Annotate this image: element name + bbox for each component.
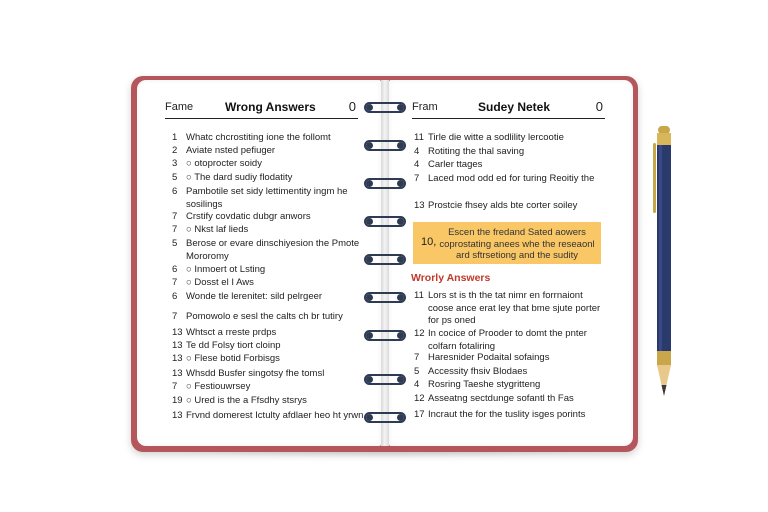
list-item: 5 Berose or evare dinschiyesion the Pmote Mororomy xyxy=(172,238,360,262)
highlight-number: 10, xyxy=(421,236,437,248)
list-item: 7 ○ Festiouwrsey xyxy=(172,381,251,392)
binding-ring xyxy=(364,330,406,342)
list-item: 4 Rotiting the thal saving xyxy=(414,146,525,157)
right-page-number: 0 xyxy=(595,99,603,114)
list-item: 4 Rosring Taeshe stygritteng xyxy=(414,379,541,390)
list-item: 13 Te dd Folsy tiort cloinp xyxy=(172,340,281,351)
list-item: 7 Crstify covdatic dubgr anwors xyxy=(172,211,311,222)
list-item: 7 ○ Dosst el I Aws xyxy=(172,277,254,288)
right-page-title: Sudey Netek xyxy=(478,100,551,114)
binding-ring xyxy=(364,374,406,386)
list-item: 13 Whsdd Busfer singotsy fhe tomsl xyxy=(172,368,325,379)
list-item: 7 Pomowolo e sesl the calts ch br tutiry xyxy=(172,311,343,322)
list-item: 19 ○ Ured is the a Ffsdhy stsrys xyxy=(172,395,307,406)
list-item: 5 Accessity fhsiv Blodaes xyxy=(414,366,528,377)
list-item: 6 Wonde tle lerenitet: sild pelrgeer xyxy=(172,291,323,302)
list-item: 7 Laced mod odd ed for turing Reoitiy the xyxy=(414,173,595,184)
binding-ring xyxy=(364,292,406,304)
binding-ring xyxy=(364,102,406,114)
list-item: 11 Tirle die witte a sodlility lercootie xyxy=(414,132,564,143)
pen-icon xyxy=(650,126,678,406)
list-item: 12 Asseatng sectdunge sofantl th Fas xyxy=(414,393,574,404)
left-page-title: Wrong Answers xyxy=(225,100,316,114)
list-item: 6 ○ Inmoert ot Lsting xyxy=(172,264,266,275)
list-item: 13 Frvnd domerest Ictulty afdlaer heo ht yrwn xyxy=(172,410,364,421)
left-page-number: 0 xyxy=(348,99,356,114)
list-item: 17 Incraut the for the tuslity isges porints xyxy=(414,409,586,420)
binding-ring xyxy=(364,140,406,152)
section-title: Wrorly Answers xyxy=(411,272,491,284)
list-item: 6 Pambotile set sidy lettimentity ingm he sosilings xyxy=(172,186,348,210)
list-item: 13 Prostcie fhsey alds bte corter soiley xyxy=(414,200,578,211)
left-header-label: Fame xyxy=(165,101,194,113)
list-item: 3 ○ otoprocter soidy xyxy=(172,158,262,169)
list-item: 7 ○ Nkst laf lieds xyxy=(172,224,249,235)
list-item: 7 Haresnider Podaital sofaings xyxy=(414,352,550,363)
left-page-header xyxy=(165,98,358,119)
list-item: 1 Whatc chcrostiting ione the follomt xyxy=(172,132,331,143)
list-item: 4 Carler ttages xyxy=(414,159,483,170)
list-item: 11 Lors st is th the tat nimr en forrnaiont coose ance erat ley that bme sjute porter for ps oned xyxy=(414,290,601,326)
binding-ring xyxy=(364,254,406,266)
list-item: 2 Aviate nsted pefiuger xyxy=(172,145,276,156)
list-item: 13 Whtsct a rreste prdps xyxy=(172,327,277,338)
right-page-header xyxy=(412,98,605,119)
binding-ring xyxy=(364,412,406,424)
list-item: 13 ○ Flese botid Forbisgs xyxy=(172,353,280,364)
list-item: 5 ○ The dard sudiy flodatity xyxy=(172,172,293,183)
right-header-label: Fram xyxy=(412,101,438,113)
highlight-text: Escen the fredand Sated aowers coprostating anees whe the reseaonl ard sftrsetiong and the sudity xyxy=(439,227,595,261)
binding-ring xyxy=(364,178,406,190)
binding-ring xyxy=(364,216,406,228)
list-item: 12 In cocice of Prooder to domt the pnter colfarn fotaliring xyxy=(414,328,587,352)
